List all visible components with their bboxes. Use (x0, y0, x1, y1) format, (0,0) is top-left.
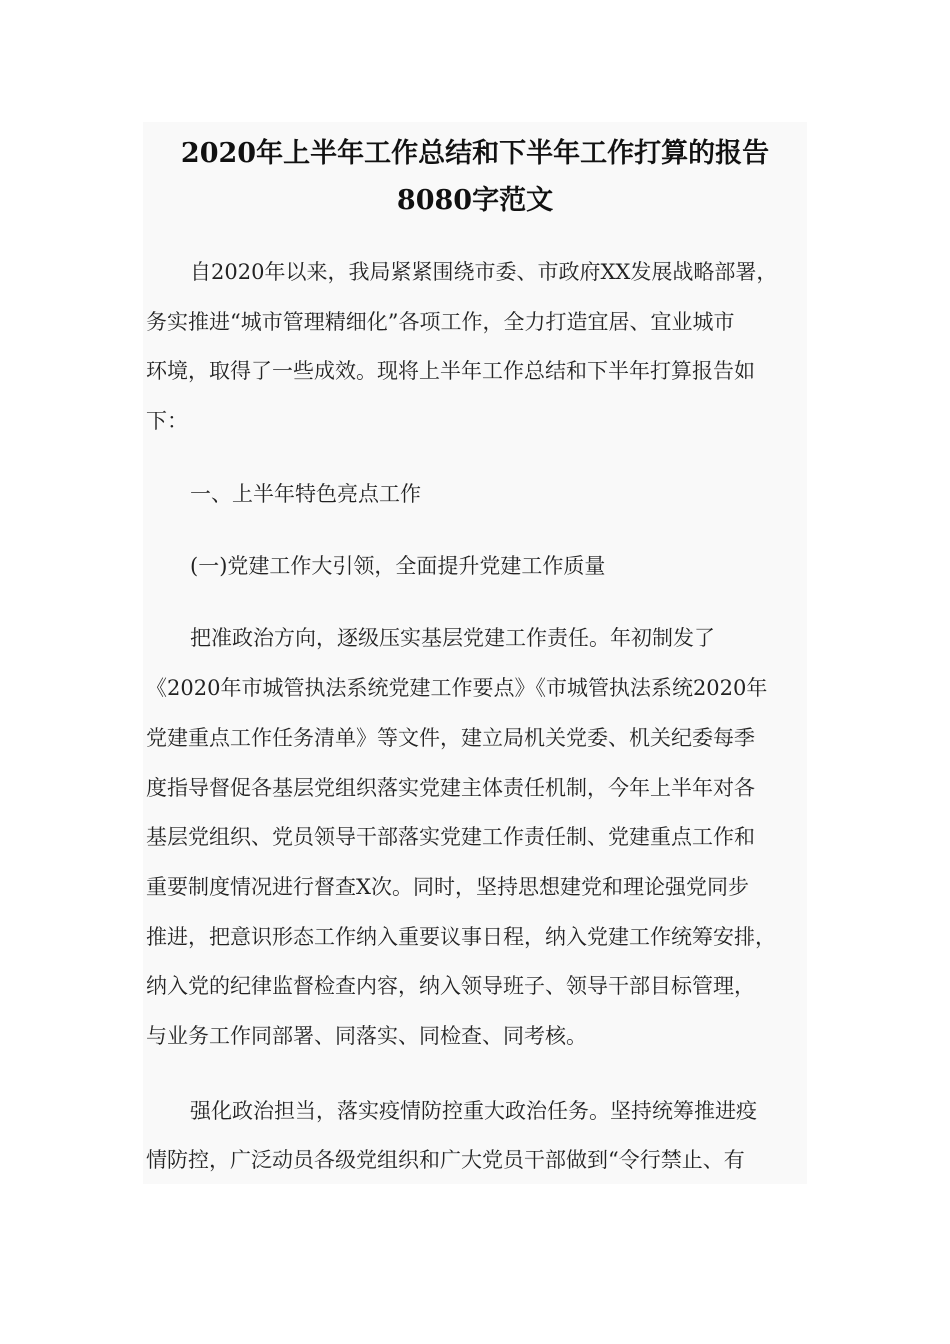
paragraph-2-line-6: 重要制度情况进行督查X次。同时，坚持思想建党和理论强党同步 (146, 875, 749, 899)
subsection-heading: (一)党建工作大引领，全面提升党建工作质量 (190, 554, 606, 578)
paragraph-1-line-1: 自2020年以来，我局紧紧围绕市委、市政府XX发展战略部署， (190, 260, 778, 284)
paragraph-1-line-2: 务实推进“城市管理精细化”各项工作，全力打造宜居、宜业城市 (146, 310, 735, 334)
document-title-line-2: 8080字范文 (396, 185, 554, 216)
paragraph-1-line-4: 下： (146, 409, 188, 433)
paragraph-2-line-8: 纳入党的纪律监督检查内容，纳入领导班子、领导干部目标管理， (146, 974, 755, 998)
paragraph-2-line-4: 度指导督促各基层党组织落实党建主体责任机制，今年上半年对各 (146, 776, 755, 800)
paragraph-1-line-3: 环境，取得了一些成效。现将上半年工作总结和下半年打算报告如 (146, 359, 755, 383)
paragraph-3-line-2: 情防控，广泛动员各级党组织和广大党员干部做到“令行禁止、有 (146, 1148, 745, 1172)
paragraph-2-line-3: 党建重点工作任务清单》等文件，建立局机关党委、机关纪委每季 (146, 726, 755, 750)
paragraph-2-line-1: 把准政治方向，逐级压实基层党建工作责任。年初制发了 (190, 626, 715, 650)
paragraph-3-line-1: 强化政治担当，落实疫情防控重大政治任务。坚持统筹推进疫 (190, 1099, 757, 1123)
section-heading: 一、上半年特色亮点工作 (190, 482, 421, 506)
paragraph-2-line-7: 推进，把意识形态工作纳入重要议事日程，纳入党建工作统筹安排， (146, 925, 776, 949)
paragraph-2-line-2: 《2020年市城管执法系统党建工作要点》《市城管执法系统2020年 (146, 676, 768, 700)
paragraph-2-line-9: 与业务工作同部署、同落实、同检查、同考核。 (146, 1024, 587, 1048)
document-title-line-1: 2020年上半年工作总结和下半年工作打算的报告 (180, 138, 770, 169)
paragraph-2-line-5: 基层党组织、党员领导干部落实党建工作责任制、党建重点工作和 (146, 825, 755, 849)
